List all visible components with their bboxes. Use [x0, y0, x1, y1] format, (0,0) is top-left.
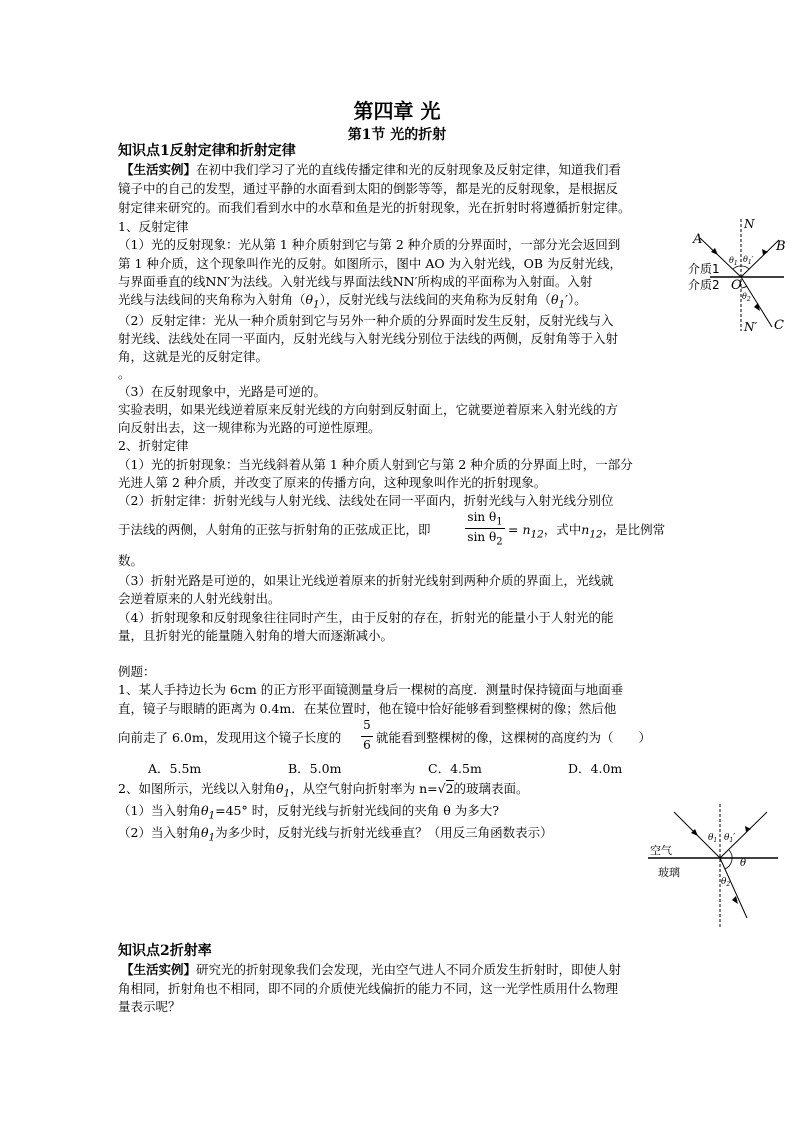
angle-arc-1p: [741, 266, 749, 269]
chapter-title: 第四章 光: [353, 99, 441, 123]
refraction-p3-line-1: （3）折射光路是可逆的，如果让光线逆着原来的折射光线射到两种介质的界面上，光线就: [118, 573, 614, 588]
kp1-intro-line-3: 射定律来研究的。而我们看到水中的水草和鱼是光的折射现象，光在折射时将遵循折射定律。: [118, 200, 631, 215]
angle-text-a: 光线与法线间的夹角称为入射角（: [118, 292, 306, 307]
rhs-sub: 12: [530, 528, 544, 541]
q1-line-1: 1、某人手持边长为 6cm 的正方形平面镜测量身后一棵树的高度．测量时保持镜面与地面垂: [118, 682, 624, 697]
n12-symbol: [581, 522, 603, 541]
t1-text: θ: [708, 833, 714, 843]
angle-text-c: ）。: [567, 292, 587, 307]
intro-text: 在初中我们学习了光的直线传播定律和光的反射现象及反射定律，知道我们看: [196, 162, 622, 177]
formula-comment: ，式中: [543, 522, 582, 537]
air-glass-figure: [640, 800, 786, 930]
q1-option-b: B．5.0m: [288, 761, 342, 776]
examples-heading: 例题：: [118, 664, 156, 679]
q1-option-d: D．4.0m: [568, 761, 623, 776]
n-text: n: [581, 522, 590, 537]
incidence-angle-symbol: [305, 292, 320, 311]
theta-symbol: θ: [305, 292, 314, 307]
fraction-bar: [465, 528, 505, 529]
snell-rhs: [508, 522, 544, 541]
theta-symbol: θ: [200, 803, 209, 818]
q2-sub1-b: =45° 时，反射光线与折射光线间的夹角 θ 为多大?: [215, 803, 499, 818]
q2-sub1-a: （1）当入射角: [118, 803, 201, 818]
reflection-p2-line-1: （2）反射定律：光从一种介质射到它与另外一种介质的分界面时发生反射，反射光线与入: [118, 313, 614, 328]
label-air: 空气: [650, 844, 672, 857]
reflection-p1-line-4: [118, 292, 587, 313]
kp1-heading: 知识点1反射定律和折射定律: [118, 143, 296, 159]
q2-sub2: [118, 825, 553, 846]
label-glass: 玻璃: [658, 866, 680, 879]
snell-numerator: [465, 510, 505, 527]
theta-sub: 1: [208, 831, 216, 844]
label-theta1: [708, 833, 717, 844]
theta-sub: 1: [558, 298, 566, 311]
life-example-tag: 【生活实例】: [121, 162, 197, 177]
label-theta: θ: [740, 858, 747, 869]
q1-option-c: C．4.5m: [428, 761, 482, 776]
theta-sub: 1: [313, 298, 320, 311]
theta1p-mark: ′: [751, 255, 754, 264]
label-medium-2: 介质2: [688, 278, 720, 292]
den-sub: 2: [496, 536, 503, 548]
reflection-p4-line-2: 向反射出去，这一规律称为光路的可逆性原理。: [118, 420, 381, 435]
refraction-p2-line-2a: 于法线的两侧，人射角的正弦与折射角的正弦成正比，即: [118, 522, 431, 537]
theta1p-text: θ: [743, 255, 748, 264]
kp1-intro-line-1: [121, 162, 621, 178]
refraction-p2-line-3: 数。: [118, 553, 144, 568]
q2-sub1-theta: [200, 803, 216, 822]
label-theta1: [729, 256, 738, 267]
label-O: O: [731, 278, 742, 293]
t1p-text: θ: [724, 833, 730, 843]
n-sub: 12: [589, 528, 603, 541]
kp2-line-1: [121, 962, 621, 978]
theta-sub: 1: [208, 809, 216, 822]
snell-fraction: [465, 510, 505, 546]
kp2-text: 研究光的折射现象我们会发现，光由空气进人不同介质发生折射时，即使人射: [196, 962, 622, 977]
reflection-p1-line-2: 第 1 种介质，这个现象叫作光的反射。如图所示，图中 AO 为入射光线，OB 为反射光线，: [118, 256, 623, 271]
t2-sub: 2: [726, 881, 731, 888]
theta-symbol: θ: [275, 781, 284, 796]
q2-sub2-b: 为多少时，反射光线与折射光线垂直？（用反三角函数表示）: [215, 825, 553, 840]
label-B: B: [776, 239, 786, 254]
reflection-p2-line-3: 角，这就是光的反射定律。: [118, 349, 269, 364]
life-example-tag: 【生活实例】: [121, 962, 197, 977]
refraction-p3-line-2: 会逆着原来的人射光线射出。: [118, 591, 281, 606]
snell-denominator: [465, 530, 505, 547]
reflection-refraction-figure: [678, 215, 790, 337]
theta1-text: θ: [729, 256, 734, 265]
q1-option-a: A．5.5m: [148, 761, 202, 776]
theta-symbol: θ: [200, 825, 209, 840]
t1p-mark: ′: [733, 833, 736, 843]
q1-line-3a: 向前走了 6.0m，发现用这个镜子长度的: [118, 730, 342, 745]
refraction-p1-line-2: 光进人第 2 种介质，并改变了原来的传播方向，这种现象叫作光的折射现象。: [118, 475, 547, 490]
section-title: 第1节 光的折射: [347, 127, 447, 143]
label-N: N: [744, 217, 755, 231]
den-text: sin θ: [467, 530, 497, 544]
q1-frac-den: 6: [363, 738, 371, 752]
reflection-p4-line-1: 实验表明，如果光线逆着原来反射光线的方向射到反射面上，它就要逆着原来入射光线的方: [118, 402, 619, 417]
theta2-text: θ: [742, 292, 747, 301]
num-sub: 1: [496, 516, 503, 528]
label-medium-1: 介质1: [688, 262, 720, 276]
reflection-heading: 1、反射定律: [118, 219, 189, 234]
reflection-p1-line-1: （1）光的反射现象：光从第 1 种介质射到它与第 2 种介质的分界面时，一部分光会返回到: [118, 237, 621, 252]
reflection-angle-symbol: [550, 292, 568, 311]
q2-sub2-theta: [200, 825, 216, 844]
reflection-p3: （3）在反射现象中，光路是可逆的。: [118, 384, 326, 399]
theta-arc: [725, 850, 732, 869]
theta2-sub: 2: [746, 296, 751, 303]
q2-line: [118, 781, 529, 802]
t1-sub: 1: [713, 837, 718, 844]
sqrt-symbol: √2: [437, 781, 454, 796]
t1p-sub: 1: [729, 837, 734, 844]
theta1p-sub: 1: [747, 259, 752, 266]
theta1-sub: 1: [733, 260, 738, 267]
stray-dot: 。: [118, 366, 131, 381]
refraction-p2-line-2b: [508, 522, 665, 543]
label-A: A: [693, 232, 703, 247]
formula-tail: ，是比例常: [602, 522, 666, 537]
q2-text-c: 的玻璃表面。: [453, 781, 529, 796]
reflection-p1-line-3: 与界面垂直的线NN′为法线。入射光线与界面法线NN′所构成的平面称为入射面。入射: [118, 274, 593, 289]
sqrt-radicand: 2: [445, 781, 454, 796]
num-text: sin θ: [467, 510, 497, 524]
t2-text: θ: [721, 877, 727, 887]
theta-sub: 1: [283, 787, 291, 800]
kp1-intro-line-2: 镜子中的自己的发型，通过平静的水面看到太阳的倒影等等，都是光的反射现象，是根据反: [118, 181, 619, 196]
q1-frac-num: 5: [363, 718, 371, 732]
label-C: C: [774, 318, 784, 333]
q2-sub2-a: （2）当入射角: [118, 825, 201, 840]
q2-sub1: [118, 803, 499, 824]
label-theta1-prime: [743, 255, 754, 266]
label-theta1-prime: [724, 833, 735, 844]
q1-line-2: 直，镜子与眼睛的距离为 0.4m．在某位置时，他在镜中恰好能够看到整棵树的像；然后他: [118, 701, 617, 716]
kp2-heading: 知识点2折射率: [118, 943, 212, 959]
q2-text-a: 2、如图所示，光线以入射角: [118, 781, 276, 796]
label-N-prime: N′: [744, 320, 758, 334]
kp2-line-2: 角相同，折射角也不相同，即不同的介质使光线偏折的能力不同，这一光学性质用什么物理: [118, 981, 619, 996]
refraction-p4-line-2: 量，且折射光的能量随入射角的增大而逐渐减小。: [118, 628, 394, 643]
rhs-text: = n: [508, 522, 531, 537]
kp2-line-3: 量表示呢？: [118, 999, 181, 1014]
refraction-p2-line-1: （2）折射定律：折射光线与人射光线、法线处在同一平面内，折射光线与入射光线分别位: [118, 493, 614, 508]
prime-mark: ′: [565, 292, 568, 307]
q1-fraction: [361, 718, 373, 754]
refraction-heading: 2、折射定律: [118, 438, 189, 453]
theta-symbol: θ: [550, 292, 559, 307]
refraction-p1-line-1: （1）光的折射现象：当光线斜着从第 1 种介质人射到它与第 2 种介质的分界面上时，一部分: [118, 457, 633, 472]
q1-line-3b: 就能看到整棵树的像，这棵树的高度约为（ ）: [376, 730, 652, 745]
refraction-p4-line-1: （4）折射现象和反射现象往往同时产生，由于反射的存在，折射光的能量小于人射光的能: [118, 610, 614, 625]
q2-text-b: ，从空气射向折射率为 n=: [290, 781, 438, 796]
fraction-bar: [361, 736, 373, 737]
label-theta2: [742, 292, 751, 303]
angle-text-b: ），反射光线与法线间的夹角称为反射角（: [319, 292, 551, 307]
reflection-p2-line-2: 射光线、法线处在同一平面内，反射光线与入射光线分别位于法线的两侧，反射角等于入射: [118, 331, 619, 346]
angle-arc-2: [741, 286, 747, 288]
q2-theta: [275, 781, 291, 800]
